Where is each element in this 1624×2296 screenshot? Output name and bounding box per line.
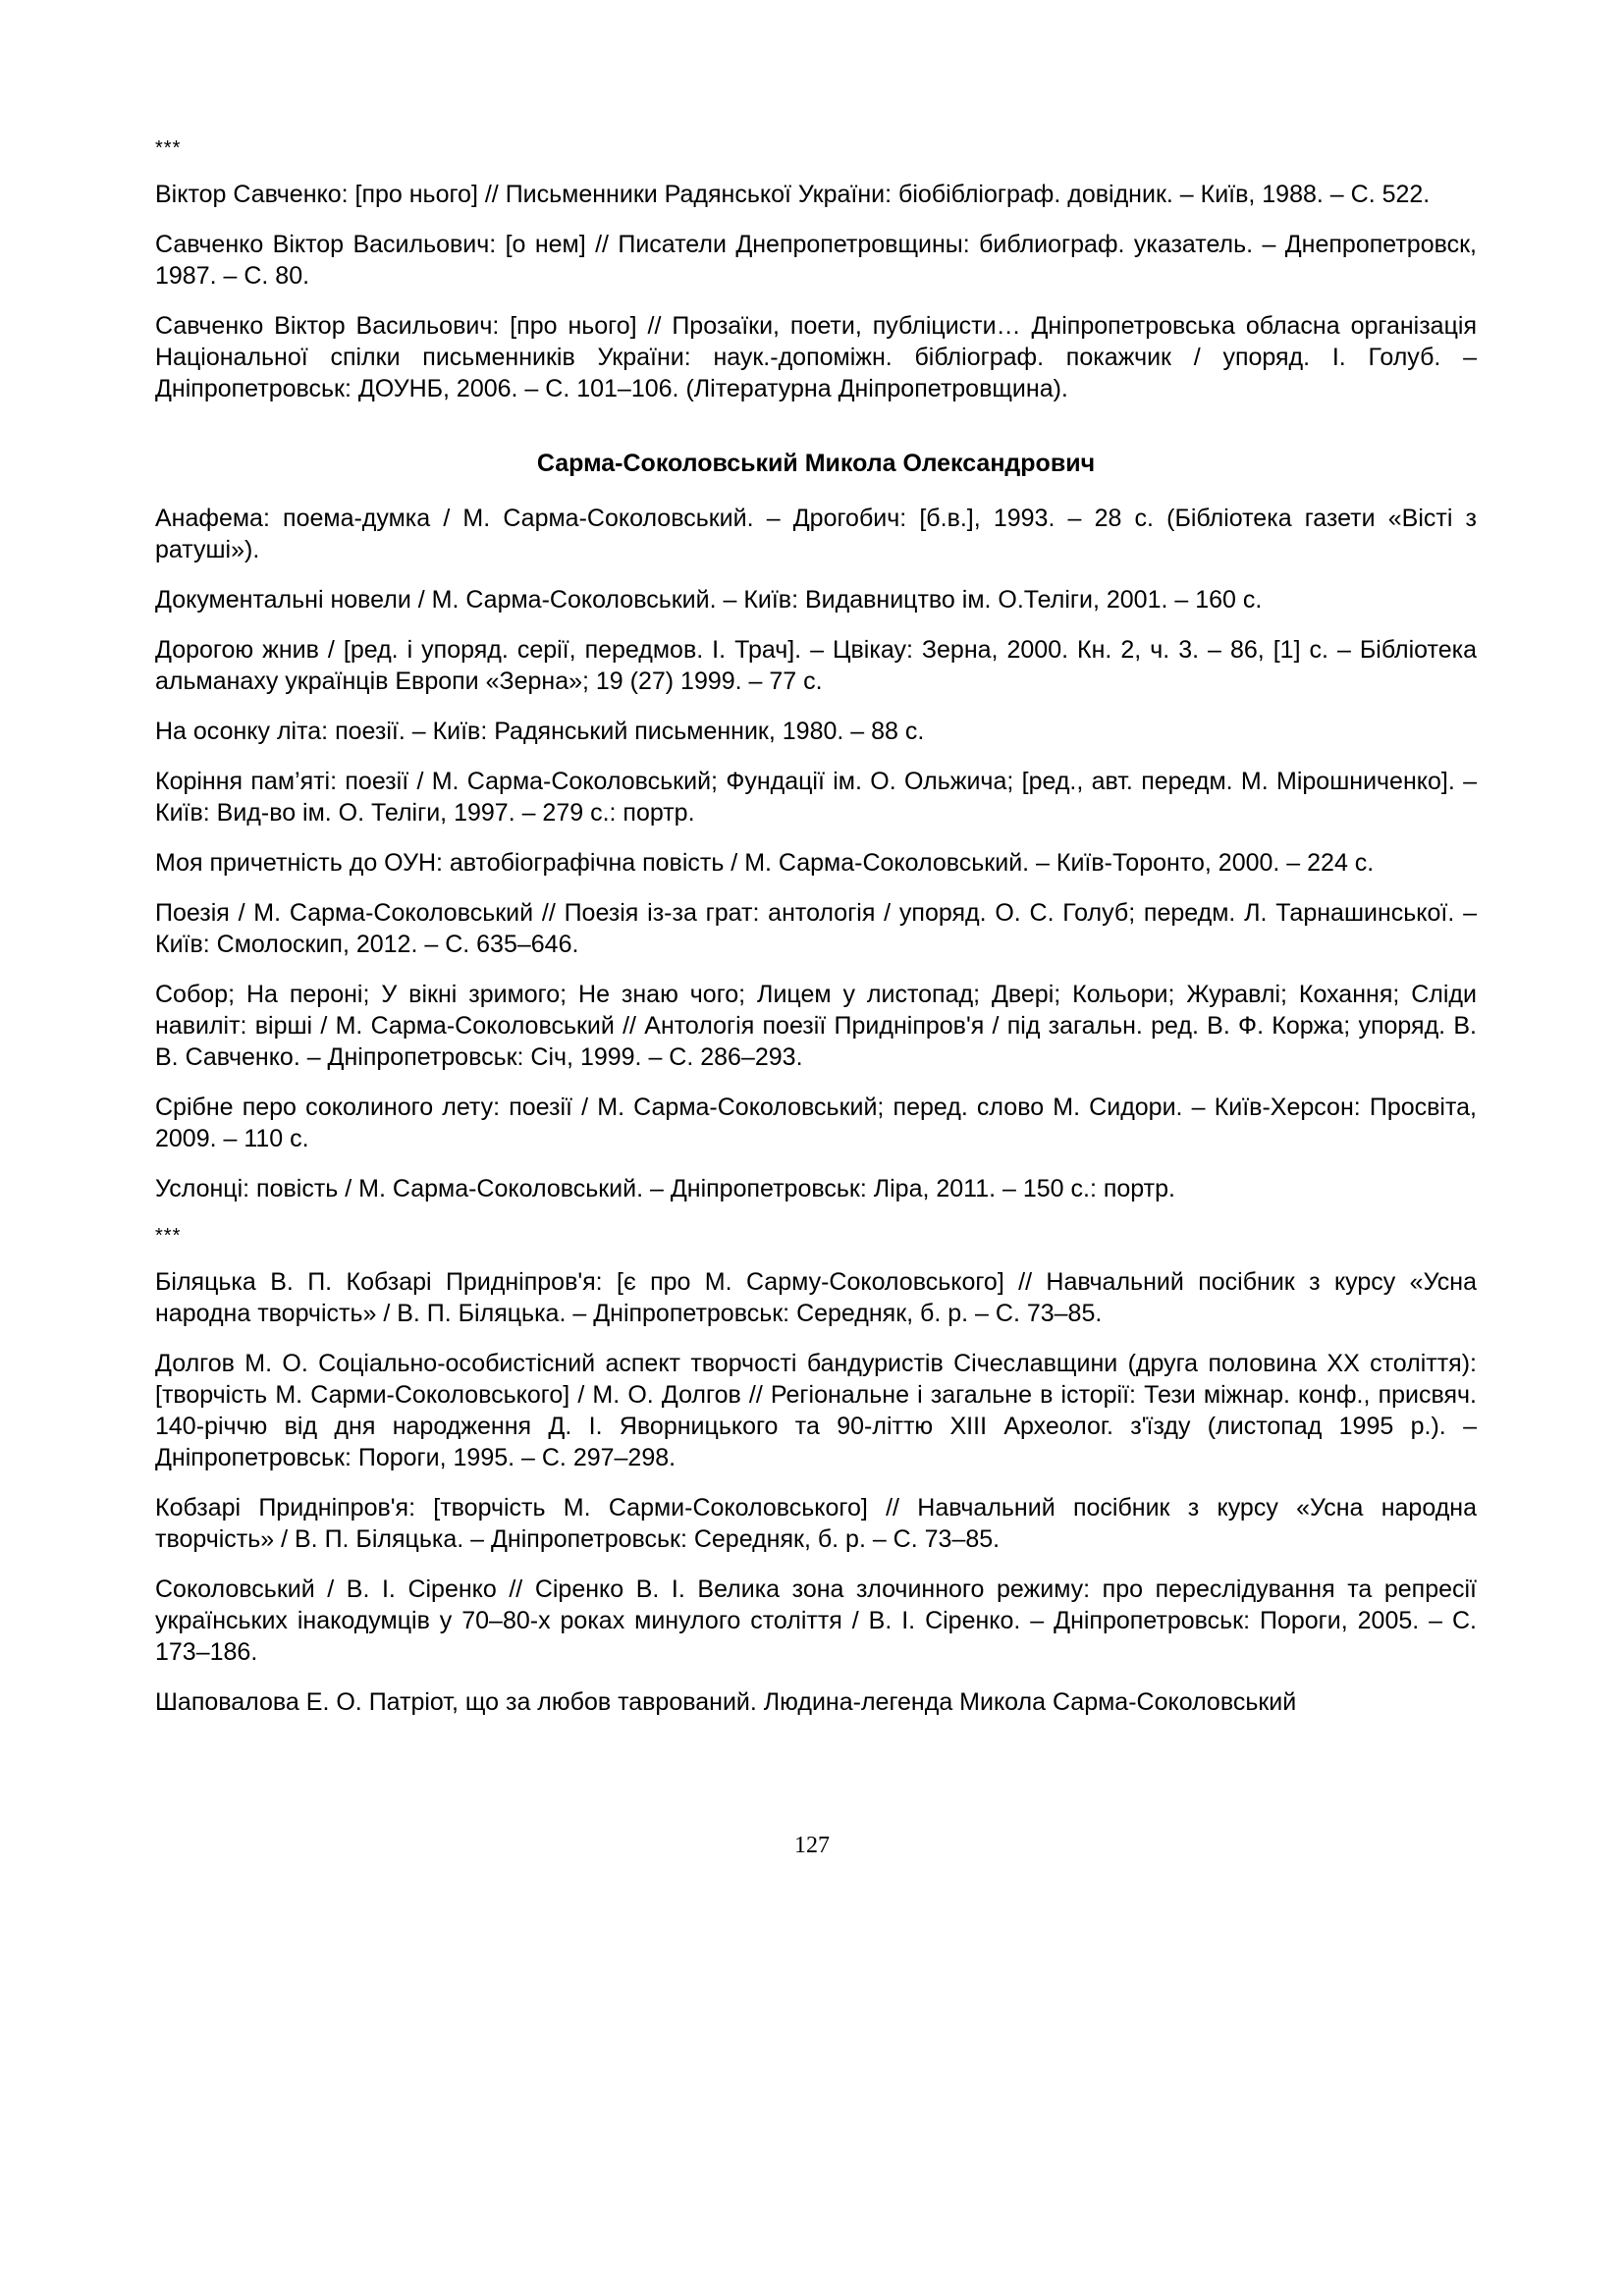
work-entry: Собор; На пероні; У вікні зримого; Не знаю чого; Лицем у листопад; Двері; Кольори; Журавлі; Кохання; Сліди навиліт: вірші / М. Сарма-Соколовський // Антологія поезії Придніпров'я / під загальн. ред. В. Ф. Коржа; упоряд. В. В. Савченко. – Дніпропетровськ: Січ, 1999. – С. 286–293. <box>155 981 1477 1071</box>
reference-entry: Долгов М. О. Соціально-особистісний аспект творчості бандуристів Січеславщини (друга половина XX століття): [творчість М. Сарми-Соколовського] / М. О. Долгов // Регіональне і загальне в історії: Тези міжнар. конф., присвяч. 140-річчю від дня народження Д. І. Яворницького та 90-літтю XIII Археолог. з'їзду (листопад 1995 р.). – Дніпропетровськ: Пороги, 1995. – С. 297–298. <box>155 1350 1477 1471</box>
work-entry: Срібне перо соколиного лету: поезії / М. Сарма-Соколовський; перед. слово М. Сидори. – Київ-Херсон: Просвіта, 2009. – 110 с. <box>155 1094 1477 1152</box>
reference-entry: Кобзарі Придніпров'я: [творчість М. Сарми-Соколовського] // Навчальний посібник з курсу «Усна народна творчість» / В. П. Біляцька. – Дніпропетровськ: Середняк, б. р. – С. 73–85. <box>155 1494 1477 1553</box>
separator-mid: *** <box>155 1225 182 1247</box>
reference-entry: Савченко Віктор Васильович: [про нього] // Прозаїки, поети, публіцисти… Дніпропетровська обласна організація Національної спілки письменників України: наук.-допоміжн. бібліограф. покажчик / упоряд. І. Голуб. – Дніпропетровськ: ДОУНБ, 2006. – С. 101–106. (Літературна Дніпропетровщина). <box>155 312 1477 402</box>
work-entry: Документальні новели / М. Сарма-Соколовський. – Київ: Видавництво ім. О.Теліги, 2001. – 160 с. <box>155 586 1263 614</box>
reference-entry: Савченко Віктор Васильович: [о нем] // Писатели Днепропетровщины: библиограф. указатель. – Днепропетровск, 1987. – С. 80. <box>155 231 1477 290</box>
separator-top: *** <box>155 137 182 159</box>
reference-entry: Віктор Савченко: [про нього] // Письменники Радянської України: біобібліограф. довідник. – Київ, 1988. – С. 522. <box>155 181 1431 208</box>
work-entry: Услонці: повість / М. Сарма-Соколовський. – Дніпропетровськ: Ліра, 2011. – 150 с.: портр. <box>155 1175 1175 1202</box>
reference-entry: Шаповалова Е. О. Патріот, що за любов таврований. Людина-легенда Микола Сарма-Соколовський <box>155 1688 1297 1716</box>
section-heading: Сарма-Соколовський Микола Олександрович <box>536 450 1096 477</box>
work-entry: Анафема: поема-думка / М. Сарма-Соколовський. – Дрогобич: [б.в.], 1993. – 28 с. (Бібліотека газети «Вісті з ратуші»). <box>155 505 1477 563</box>
work-entry: Поезія / М. Сарма-Соколовський // Поезія із-за грат: антологія / упоряд. О. С. Голуб; передм. Л. Тарнашинської. – Київ: Смолоскип, 2012. – С. 635–646. <box>155 899 1477 958</box>
reference-entry: Біляцька В. П. Кобзарі Придніпров'я: [є про М. Сарму-Соколовського] // Навчальний посібник з курсу «Усна народна творчість» / В. П. Біляцька. – Дніпропетровськ: Середняк, б. р. – С. 73–85. <box>155 1268 1477 1327</box>
reference-entry: Соколовський / В. І. Сіренко // Сіренко В. І. Велика зона злочинного режиму: про переслідування та репресії українських інакодумців у 70–80-х роках минулого століття / В. І. Сіренко. – Дніпропетровськ: Пороги, 2005. – С. 173–186. <box>155 1575 1477 1666</box>
work-entry: Моя причетність до ОУН: автобіографічна повість / М. Сарма-Соколовський. – Київ-Торонто, 2000. – 224 с. <box>155 849 1375 877</box>
page-number: 127 <box>794 1833 830 1858</box>
page-body <box>155 135 1477 1736</box>
work-entry: Коріння пам’яті: поезії / М. Сарма-Соколовський; Фундації ім. О. Ольжича; [ред., авт. передм. М. Мірошниченко]. – Київ: Вид-во ім. О. Теліги, 1997. – 279 с.: портр. <box>155 768 1477 827</box>
work-entry: Дорогою жнив / [ред. і упоряд. серії, передмов. І. Трач]. – Цвікау: Зерна, 2000. Кн. 2, ч. 3. – 86, [1] с. – Бібліотека альманаху українців Европи «Зерна»; 19 (27) 1999. – 77 с. <box>155 636 1477 695</box>
work-entry: На осонку літа: поезії. – Київ: Радянський письменник, 1980. – 88 с. <box>155 718 925 745</box>
